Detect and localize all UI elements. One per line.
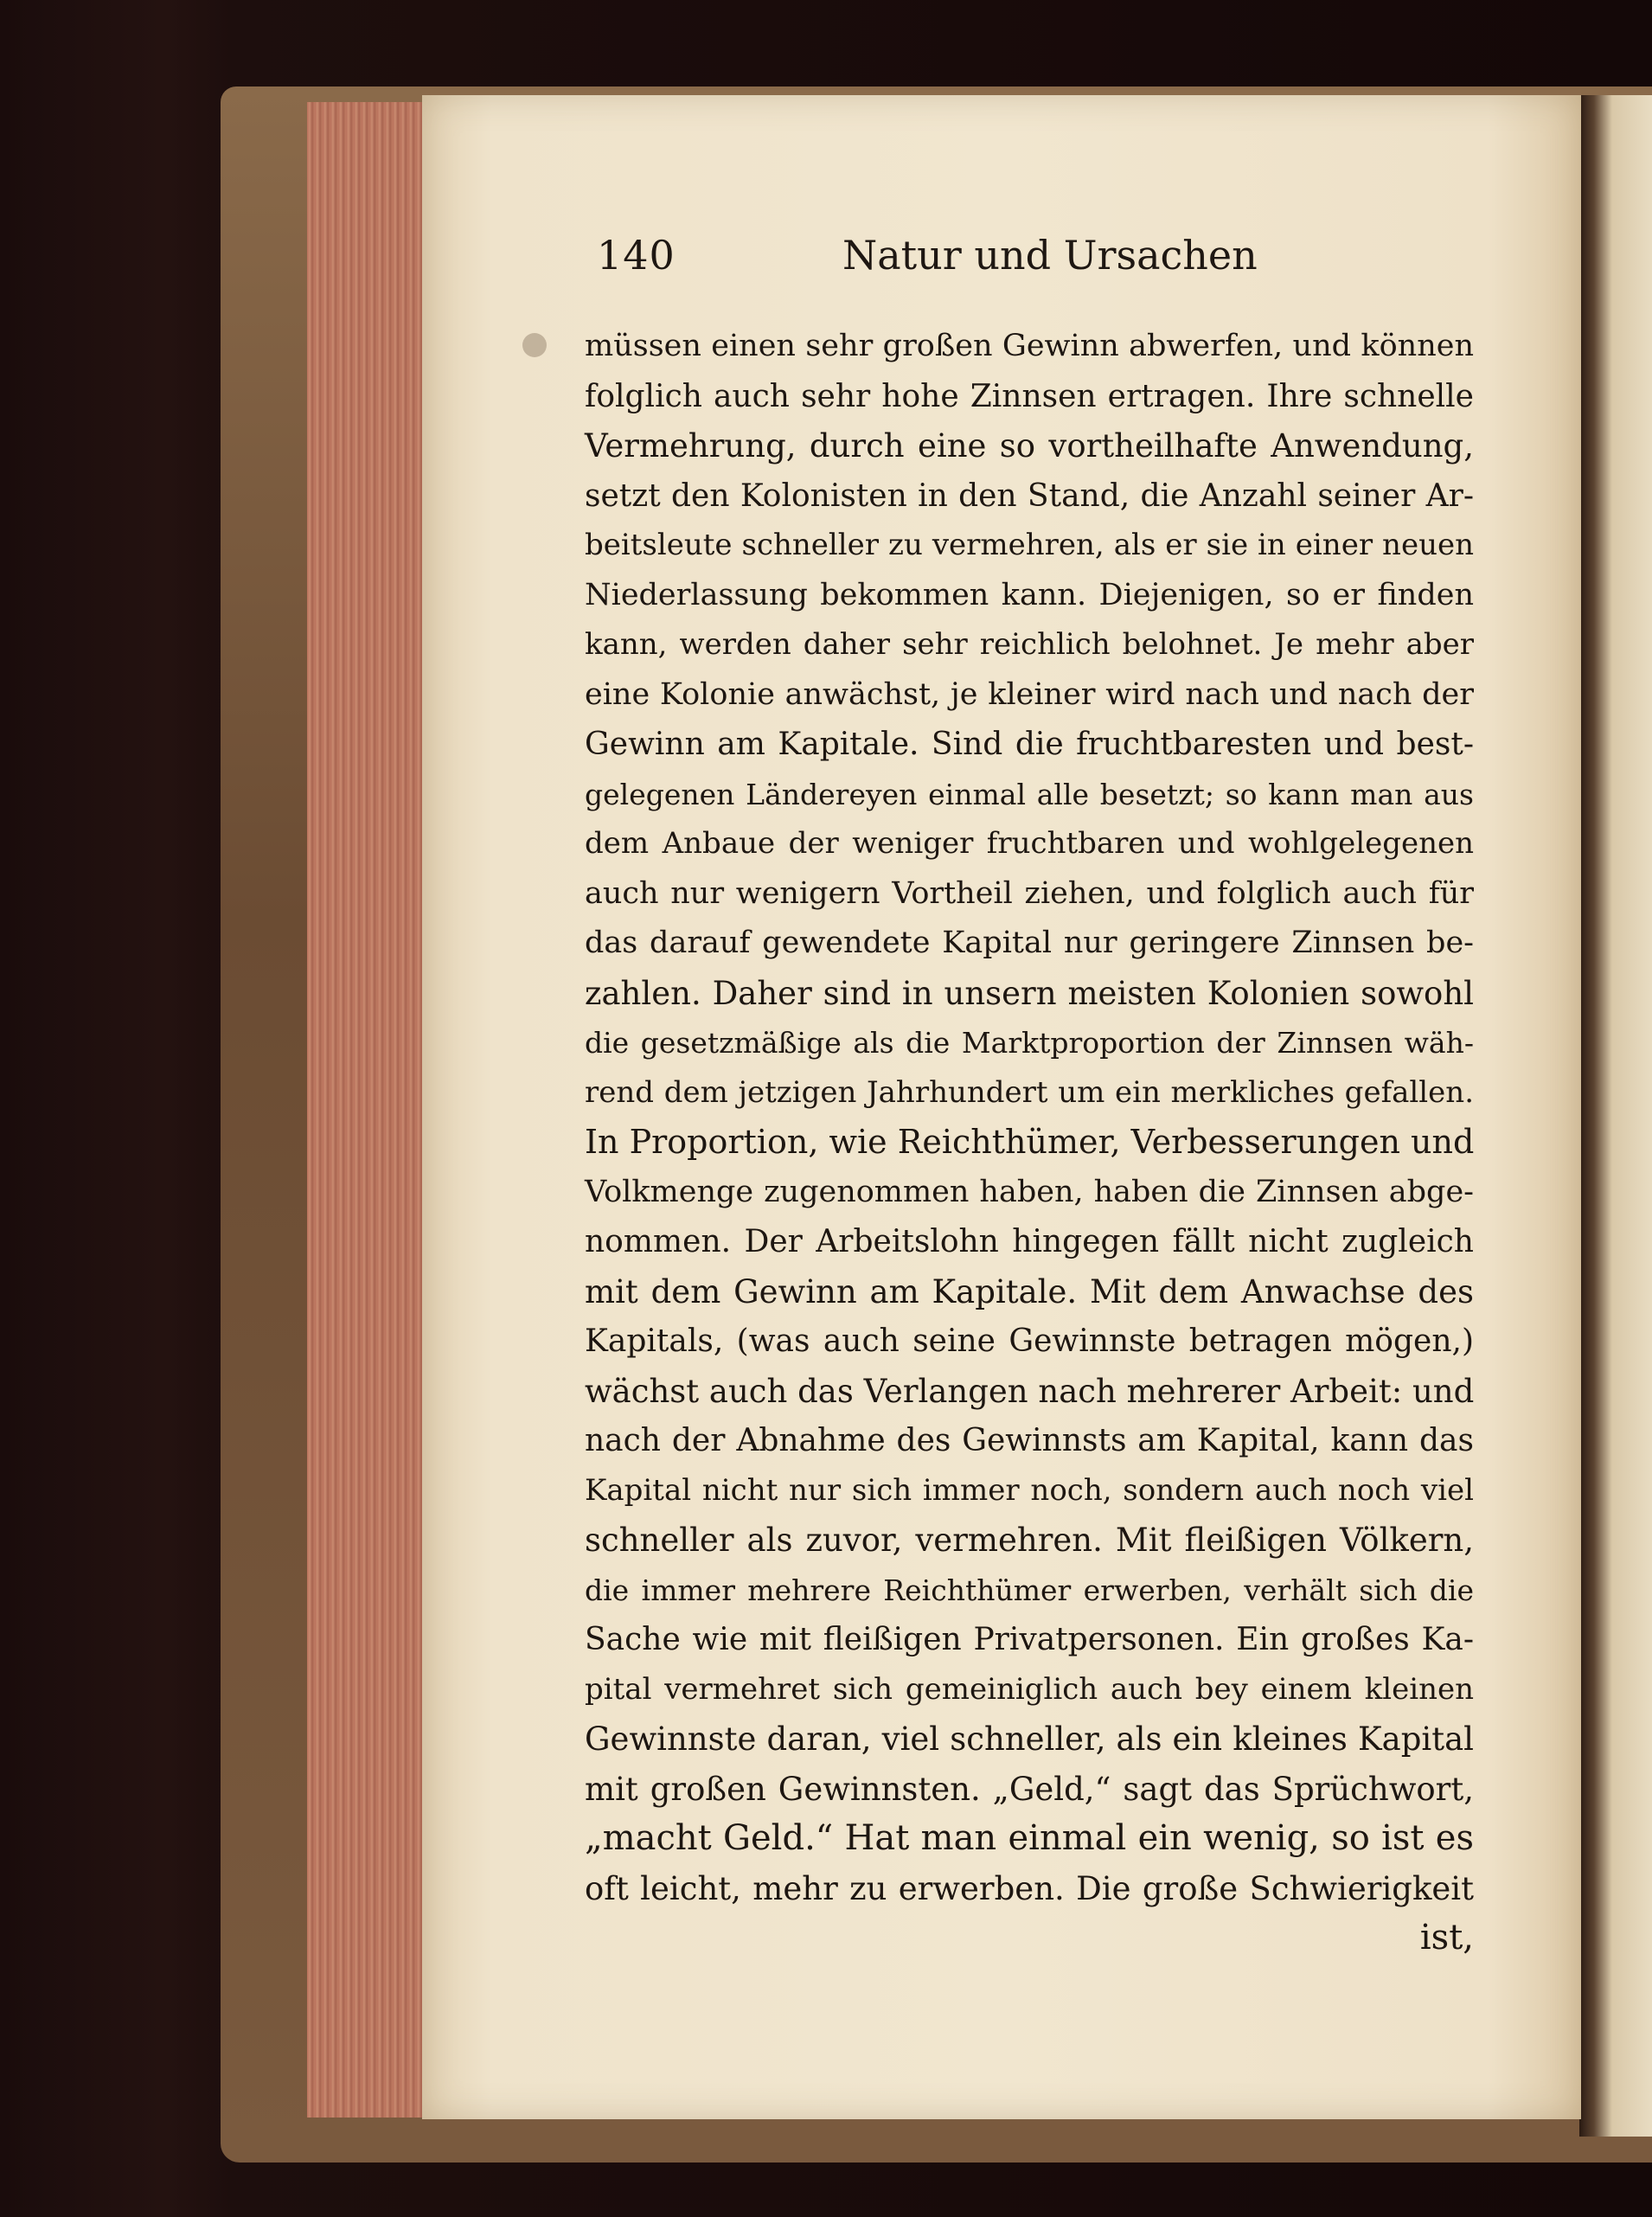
text-line: nommen. Der Arbeitslohn hingegen fällt nicht zugleich <box>585 1224 1474 1259</box>
text-line: wächst auch das Verlangen nach mehrerer Arbeit: und <box>585 1372 1475 1410</box>
running-head <box>597 232 1514 292</box>
text-line: Kapital nicht nur sich immer noch, sondern auch noch viel <box>585 1472 1474 1508</box>
text-line: dem Anbaue der weniger fruchtbaren und wohlgelegenen <box>585 826 1474 861</box>
stain-mark <box>522 333 547 357</box>
text-line: setzt den Kolonisten in den Stand, die Anzahl seiner Ar- <box>585 477 1474 514</box>
text-line: folglich auch sehr hohe Zinnsen ertragen. Ihre schnelle <box>585 378 1474 414</box>
next-page-edge <box>1579 95 1652 2137</box>
text-line: oft leicht, mehr zu erwerben. Die große Schwierigkeit <box>585 1869 1474 1907</box>
text-line: Volkmenge zugenommen haben, haben die Zinnsen abge- <box>585 1174 1474 1209</box>
text-line: das darauf gewendete Kapital nur geringere Zinnsen be- <box>585 926 1474 960</box>
page-number: 140 <box>597 232 676 279</box>
text-line: mit großen Gewinnsten. „Geld,“ sagt das Sprüchwort, <box>585 1770 1474 1808</box>
text-line: zahlen. Daher sind in unsern meisten Kolonien sowohl <box>585 974 1474 1012</box>
text-line: die immer mehrere Reichthümer erwerben, verhält sich die <box>585 1573 1474 1607</box>
text-line: mit dem Gewinn am Kapitale. Mit dem Anwachse des <box>585 1272 1474 1310</box>
text-line: die gesetzmäßige als die Marktproportion der Zinnsen wäh- <box>585 1026 1474 1060</box>
page-title: Natur und Ursachen <box>842 232 1258 279</box>
text-line: „macht Geld.“ Hat man einmal ein wenig, so ist es <box>585 1818 1474 1858</box>
text-line: Gewinnste daran, viel schneller, als ein kleines Kapital <box>585 1720 1474 1758</box>
text-line: gelegenen Ländereyen einmal alle besetzt; so kann man aus <box>585 777 1474 811</box>
text-line: Kapitals, (was auch seine Gewinnste betragen mögen,) <box>585 1323 1474 1359</box>
text-line: nach der Abnahme des Gewinnsts am Kapital, kann das <box>585 1423 1474 1458</box>
catchword: ist, <box>1419 1918 1474 1957</box>
text-line: eine Kolonie anwächst, je kleiner wird nach und nach der <box>585 676 1474 712</box>
text-line: Niederlassung bekommen kann. Diejenigen, so er finden <box>585 577 1474 612</box>
text-line: kann, werden daher sehr reichlich belohnet. Je mehr aber <box>585 627 1474 662</box>
text-line: In Proportion, wie Reichthümer, Verbesserungen und <box>585 1123 1475 1161</box>
text-line: Gewinn am Kapitale. Sind die fruchtbaresten und best- <box>585 727 1474 762</box>
text-line: schneller als zuvor, vermehren. Mit fleißigen Völkern, <box>585 1522 1474 1559</box>
text-line: Vermehrung, durch eine so vortheilhafte Anwendung, <box>585 427 1474 465</box>
text-line: rend dem jetzigen Jahrhundert um ein merkliches gefallen. <box>585 1074 1474 1110</box>
text-line: auch nur wenigern Vortheil ziehen, und folglich auch für <box>585 875 1474 911</box>
text-line: pital vermehret sich gemeiniglich auch bey einem kleinen <box>585 1671 1474 1707</box>
page-edges <box>307 102 426 2118</box>
body-text <box>585 322 1474 1964</box>
text-line: müssen einen sehr großen Gewinn abwerfen, und können <box>585 329 1474 363</box>
text-line: beitsleute schneller zu vermehren, als er sie in einer neuen <box>585 528 1474 562</box>
text-line: Sache wie mit fleißigen Privatpersonen. Ein großes Ka- <box>585 1622 1474 1657</box>
